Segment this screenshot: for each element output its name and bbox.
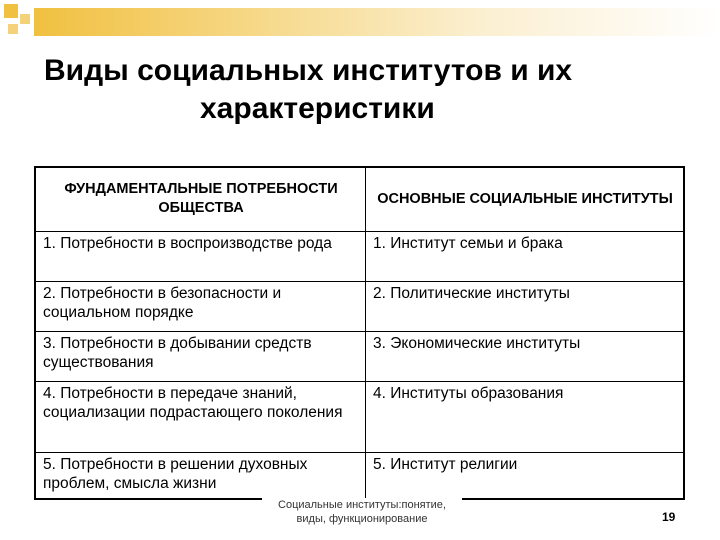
institution-cell: 4. Институты образования [366,382,685,453]
footer-caption: Социальные институты:понятие, виды, функционирование [262,498,462,526]
table-row [35,453,684,500]
need-cell: 4. Потребности в передаче знаний, социализации подрастающего поколения [35,382,366,453]
decor-square [20,14,30,24]
slide-title-line-2: характеристики [200,92,435,125]
table-row [35,332,684,382]
institutions-table [34,166,685,500]
table-row [35,232,684,282]
header-institutions [366,167,685,232]
institution-cell: 3. Экономические институты [366,332,685,382]
header-decor-bar [34,8,720,36]
page-number: 19 [662,510,676,524]
slide-title [40,52,680,128]
decor-square [8,24,18,34]
header-needs: ФУНДАМЕНТАЛЬНЫЕ ПОТРЕБНОСТИ ОБЩЕСТВА [35,167,366,232]
table-row [35,382,684,453]
need-cell: 3. Потребности в добывании средств существования [35,332,366,382]
need-cell: 1. Потребности в воспроизводстве рода [35,232,366,282]
institution-cell: 5. Институт религии [366,453,685,500]
institution-cell: 1. Институт семьи и брака [366,232,685,282]
decor-square [4,4,18,18]
slide-title-line-1: Виды социальных институтов и их [44,54,573,87]
need-cell: 5. Потребности в решении духовных проблем, смысла жизни [35,453,366,500]
need-cell: 2. Потребности в безопасности и социальном порядке [35,282,366,332]
table-row [35,282,684,332]
table-header-row [35,167,684,232]
header-institutions-label: ОСНОВНЫЕ СОЦИАЛЬНЫЕ ИНСТИТУТЫ [377,191,673,207]
institution-cell: 2. Политические институты [366,282,685,332]
